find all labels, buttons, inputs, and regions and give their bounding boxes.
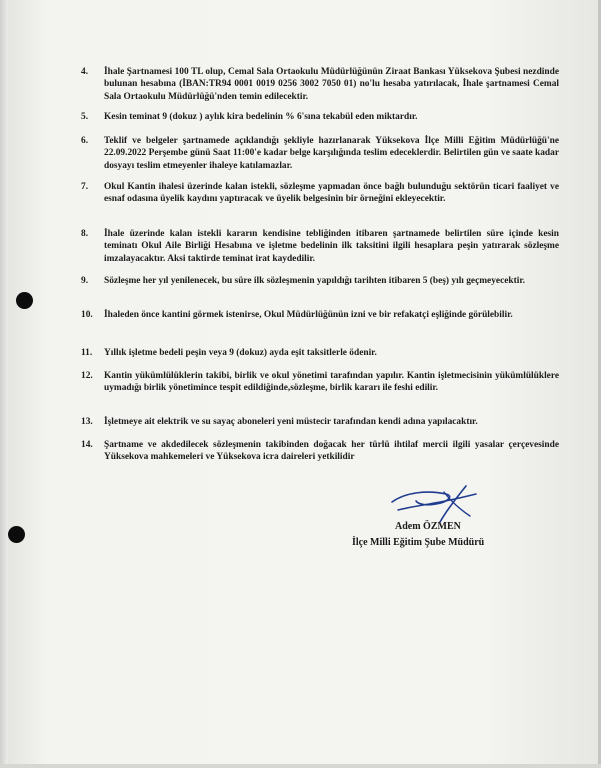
clause-6 [81,135,559,172]
clause-8 [81,228,559,265]
clause-9 [81,275,559,287]
clause-14 [81,439,559,464]
clause-text: İşletmeye ait elektrik ve su sayaç aboneleri yeni müstecir tarafından kendi adına yapılacaktır. [104,417,478,427]
clause-number: 13. [81,417,93,427]
clause-number: 5. [81,112,89,122]
punch-hole-upper [16,292,33,309]
page-bottom-edge [0,764,601,768]
clause-number: 12. [81,371,93,381]
clause-number: 6. [81,136,89,146]
clause-4 [81,66,559,103]
punch-hole-lower [8,526,25,543]
clause-text: Teklif ve belgeler şartnamede açıklandığı şekliyle hazırlanarak Yüksekova İlçe Milli Eğitim Müdürlüğü'ne 22.09.2022 Perşembe günü Saat 11:00'e kadar belge karşılığında teslim edeceklerdir. Belirtilen gün ve saate kadar dosyayı teslim etmeyenler ihaleye katılamazlar. [104,136,559,171]
clause-text: İhale Şartnamesi 100 TL olup, Cemal Sala Ortaokulu Müdürlüğünün Ziraat Bankası Yüksekova Şubesi nezdinde bulunan hesabına (İBAN:TR94 0001 0019 0256 3002 7050 01) no'lu hesaba yatırılacak, İhale şartnamesi Cemal Sala Ortaokulu Müdürlüğü'nden temin edilecektir. [104,67,559,102]
signatory-title: İlçe Milli Eğitim Şube Müdürü [352,537,485,548]
clause-number: 9. [81,276,89,286]
clause-10 [81,309,559,321]
clause-number: 8. [81,229,89,239]
clause-number: 7. [81,182,89,192]
clause-number: 14. [81,440,93,450]
clause-text: Şartname ve akdedilecek sözleşmenin takibinden doğacak her türlü ihtilaf mercii ilgili yasalar çerçevesinde Yüksekova mahkemeleri ve Yüksekova icra daireleri yetkilidir [104,440,559,463]
clause-text: Okul Kantin ihalesi üzerinde kalan istekli, sözleşme yapmadan önce bağlı bulunduğu sektörün ticari faaliyet ve esnaf odasına üyelik kaydını yaptıracak ve üyelik belgesinin bir örneğini ekleyecektir. [104,182,559,205]
handwritten-signature [388,484,480,526]
clause-number: 4. [81,67,89,77]
clause-number: 10. [81,310,93,320]
clause-text: Kesin teminat 9 (dokuz ) aylık kira bedelinin % 6'sına tekabül eden miktardır. [104,112,418,122]
signatory-name: Adem ÖZMEN [395,521,461,532]
clause-7 [81,181,559,206]
clause-text: İhaleden önce kantini görmek istenirse, Okul Müdürlüğünün izni ve bir refakatçi eşliğinde görülebilir. [104,310,513,320]
clause-text: Kantin yükümlülüklerin takibi, birlik ve okul yönetimi tarafından yapılır. Kantin işletmecisinin yükümlülüklere uymadığı birlik yönetimince tespit edildiğinde,sözleşme, birlik kararı ile feshi edilir. [104,371,559,394]
clause-text: İhale üzerinde kalan istekli kararın kendisine tebliğinden itibaren şartnamede belirtilen süre içinde kesin teminatı Okul Aile Birliği Hesabına ve işletme bedelinin ilk taksitini ilgili hesaplara peşin yatırarak sözleşme imzalayacaktır. Aksi taktirde teminat irat kaydedilir. [104,229,559,264]
clause-5 [81,111,559,123]
clause-12 [81,370,559,395]
clause-13 [81,416,559,428]
clause-text: Sözleşme her yıl yenilenecek, bu süre ilk sözleşmenin yapıldığı tarihten itibaren 5 (beş) yılı geçmeyecektir. [104,276,525,286]
clause-11 [81,347,559,359]
clause-number: 11. [81,348,93,358]
clause-text: Yıllık işletme bedeli peşin veya 9 (dokuz) ayda eşit taksitlerle ödenir. [104,348,377,358]
page-left-edge [0,0,8,768]
